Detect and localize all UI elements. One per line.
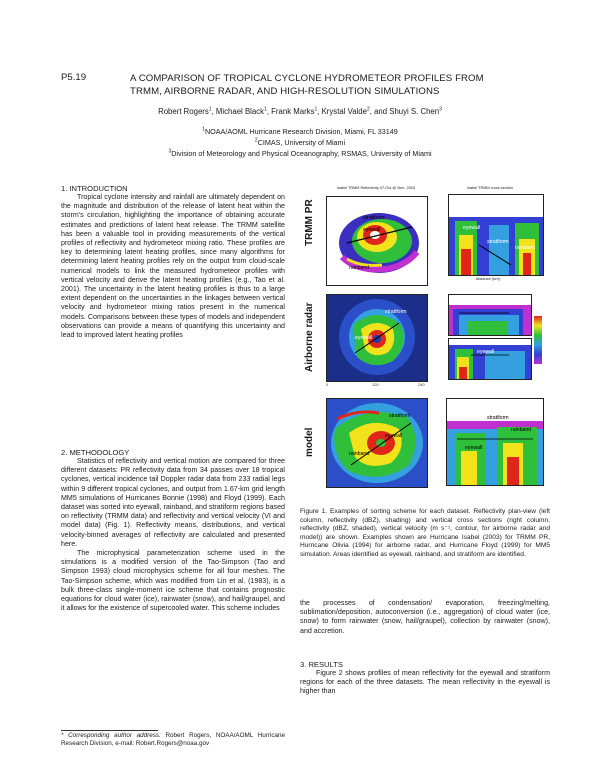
affiliation: [0, 138, 600, 148]
trmm-plan-svg: [327, 197, 427, 285]
trmm-map-title: Isabel TRMM Reflectivity 07-Oct @ 2km, 2003: [336, 186, 416, 190]
footnote-label: * Corresponding author address:: [61, 732, 161, 739]
model-cross-section: [446, 398, 544, 486]
affiliation: [0, 127, 600, 137]
affil-mark: 3: [168, 148, 172, 155]
label-rainband: rainband: [349, 265, 370, 271]
affil-text: Division of Meteorology and Physical Oceanography, RSMAS, University of Miami: [171, 149, 432, 158]
trmm-cross-section: [448, 194, 544, 276]
airborne-xsec-upper: [448, 294, 532, 336]
figure-1: [300, 184, 550, 502]
section-results: [300, 660, 550, 697]
tick-label: 240: [418, 382, 425, 387]
footnote-rule: [61, 730, 158, 731]
trmm-xsec-title: Isabel TRMM cross-section: [467, 186, 513, 190]
paragraph-text: Tropical cyclone intensity and rainfall are ultimately dependent on the magnitude and distribution of the release of latent heat within the storm's circulation, highlighting the importance of obtaining accurate estimates and predictions of latent heat release. The TRMM satellite has been a valuable tool in providing measurements of the vertical profiles of reflectivity and hydrometeor mixing ratio. These profiles are key to determining latent heating profiles, since many algorithms for determining latent heating profiles rely on the output from cloud-scale numerical models to link the measured hydrometeor profiles with vertical velocity and derive the latent heating profiles (e.g., Tao et al. 2001). The uncertainty in the latent heating profiles is thus to a large extent dependent on the uncertainties in the linkages between vertical velocity and hydrometeor mixing ratios present in the numerical models. Comparisons between these types of models and independent observations can provide a means of quantifying this uncertainty and lead to improved latent heating profiles: [61, 193, 285, 340]
paragraph: [61, 549, 285, 613]
label-eyewall: eyewall: [465, 445, 483, 451]
label-stratiform: stratiform: [385, 309, 407, 315]
paragraph-text: the processes of condensation/ evaporation, freezing/melting, sublimation/deposition, autoconversion (i.e., aggregation) of cloud water (ice, snow) to form rainwater (snow, hail/graupel), collection by rainwater (snow), and accretion.: [300, 599, 550, 635]
model-xsec-svg: [447, 399, 543, 485]
author-affil-mark: 1: [264, 106, 267, 113]
section-heading: 3. RESULTS: [300, 660, 343, 669]
tick-label: 120: [372, 382, 379, 387]
section-methodology: [61, 448, 285, 613]
label-eyewall: eyewall: [463, 225, 481, 231]
label-stratiform: stratiform: [475, 301, 497, 307]
author-name: Robert Rogers: [158, 107, 209, 116]
author-affil-mark: 1: [314, 106, 318, 113]
author-name: Shuyi S. Chen: [389, 107, 440, 116]
figure-caption: Figure 1. Examples of sorting scheme for each dataset. Reflectivity plan-view (left column, reflectivity (dBZ), shading) and vertical cross sections (right column, reflectivity (dBZ, shaded), vertical velocity (m s⁻¹, contour, for airborne radar and model)) are shown. Examples shown are Hurricane Isabel (2003) for TRMM PR, Hurricane Olivia (1994) for airborne radar, and Hurricane Floyd (1999) for MM5 simulation. Areas identified as eyewall, rainband, and stratiform are identified.: [300, 508, 550, 558]
label-stratiform: stratiform: [363, 215, 385, 221]
footnote-text: Robert Rogers, NOAA/AOML Hurricane Research Division, e-mail: Robert.Rogers@noaa.gov: [61, 732, 285, 747]
label-stratiform: stratiform: [487, 239, 509, 245]
affil-text: CIMAS, University of Miami: [257, 138, 346, 147]
label-rainband: rainband: [511, 427, 532, 433]
paragraph: [61, 457, 285, 549]
trmm-xsec-svg: [449, 195, 543, 275]
model-plan-svg: [327, 399, 427, 487]
section-heading: 1. INTRODUCTION: [61, 184, 128, 193]
affiliation: [0, 149, 600, 159]
footnote: [61, 732, 285, 748]
label-eyewall: eyewall: [355, 335, 373, 341]
airborne-xsec-lower: [448, 338, 532, 380]
label-stratiform: stratiform: [487, 415, 509, 421]
affil-mark: 2: [254, 137, 258, 144]
colorbar: [534, 316, 542, 364]
paper-title-line1: A COMPARISON OF TROPICAL CYCLONE HYDROMETEOR PROFILES FROM: [130, 73, 484, 84]
row-label-airborne: Airborne radar: [304, 302, 315, 372]
paragraph-text: Statistics of reflectivity and vertical motion are compared for three different datasets: PR reflectivity data from 34 passes over 18 tropical cyclones, vertical incidence tail Doppler radar data from 233 radial legs within 9 different tropical cyclones, and output from 1.67-km grid length MM5 simulations of Hurricanes Bonnie (1998) and Floyd (1999). Each dataset was sorted into eyewall, rainband, and stratiform regions based on reflectivity (TRMM data) and reflectivity and vertical velocity (VI and model data) (Fig. 1). Reflectivity means, distributions, and vertical velocity-binned averages of reflectivity are calculated and presented here.: [61, 457, 285, 548]
trmm-plan-view: [326, 196, 428, 286]
label-stratiform: stratiform: [389, 413, 411, 419]
airborne-xsec-lower-svg: [449, 339, 531, 379]
label-rainband: rainband: [515, 245, 536, 251]
paper-title: [130, 72, 560, 98]
paragraph: [61, 193, 285, 340]
trmm-xsec-xlabel: distance (km): [476, 276, 501, 281]
paragraph: [300, 669, 550, 697]
author-name: Michael Black: [215, 107, 265, 116]
row-label-trmm: TRMM PR: [304, 199, 315, 246]
row-label-model: model: [304, 427, 315, 457]
affil-mark: 1: [202, 126, 205, 133]
section-heading: 2. METHODOLOGY: [61, 448, 130, 457]
author-name: Frank Marks: [271, 107, 315, 116]
airborne-plan-svg: [327, 295, 427, 381]
tick-label: 0: [326, 382, 329, 387]
label-rainband: rainband: [349, 451, 370, 457]
paragraph-text: Figure 2 shows profiles of mean reflectivity for the eyewall and stratiform regions for each of the three datasets. The mean reflectivity in the eyewall is higher than: [300, 669, 550, 696]
model-plan-view: [326, 398, 428, 488]
paragraph-continued: [300, 599, 550, 636]
paragraph-text: The microphysical parameterization scheme used in the simulations is a modified version of the Tao-Simpson (Tao and Simpson 1993) cloud microphysics scheme for all four meshes. The Tao-Simpson scheme, which was modified from Lin et al. (1983), is a bulk three-class single-moment ice scheme that contains prognostic equations for cloud water (ice), rainwater (snow), and hail/graupel, and it allows for the existence of supercooled water. This scheme includes: [61, 549, 285, 613]
paper-title-line2: TRMM, AIRBORNE RADAR, AND HIGH-RESOLUTION SIMULATIONS: [130, 86, 440, 97]
author-list: Robert Rogers$^1$, Michael Black$^1$, Frank Marks$^1$, Krystal Valde$^2$, and Shuyi S. Chen$^3$: [158, 106, 442, 116]
airborne-plan-view: [326, 294, 428, 382]
author-affil-mark: 2: [366, 106, 370, 113]
label-eyewall: eyewall: [385, 433, 403, 439]
author-name: Krystal Valde: [321, 107, 367, 116]
paper-id: P5.19: [61, 72, 87, 83]
affil-text: NOAA/AOML Hurricane Research Division, Miami, FL 33149: [204, 127, 398, 136]
label-eyewall: eyewall: [363, 227, 381, 233]
author-affil-mark: 1: [208, 106, 212, 113]
author-affil-mark: 3: [439, 106, 442, 113]
section-introduction: [61, 184, 285, 340]
label-eyewall: eyewall: [477, 349, 495, 355]
